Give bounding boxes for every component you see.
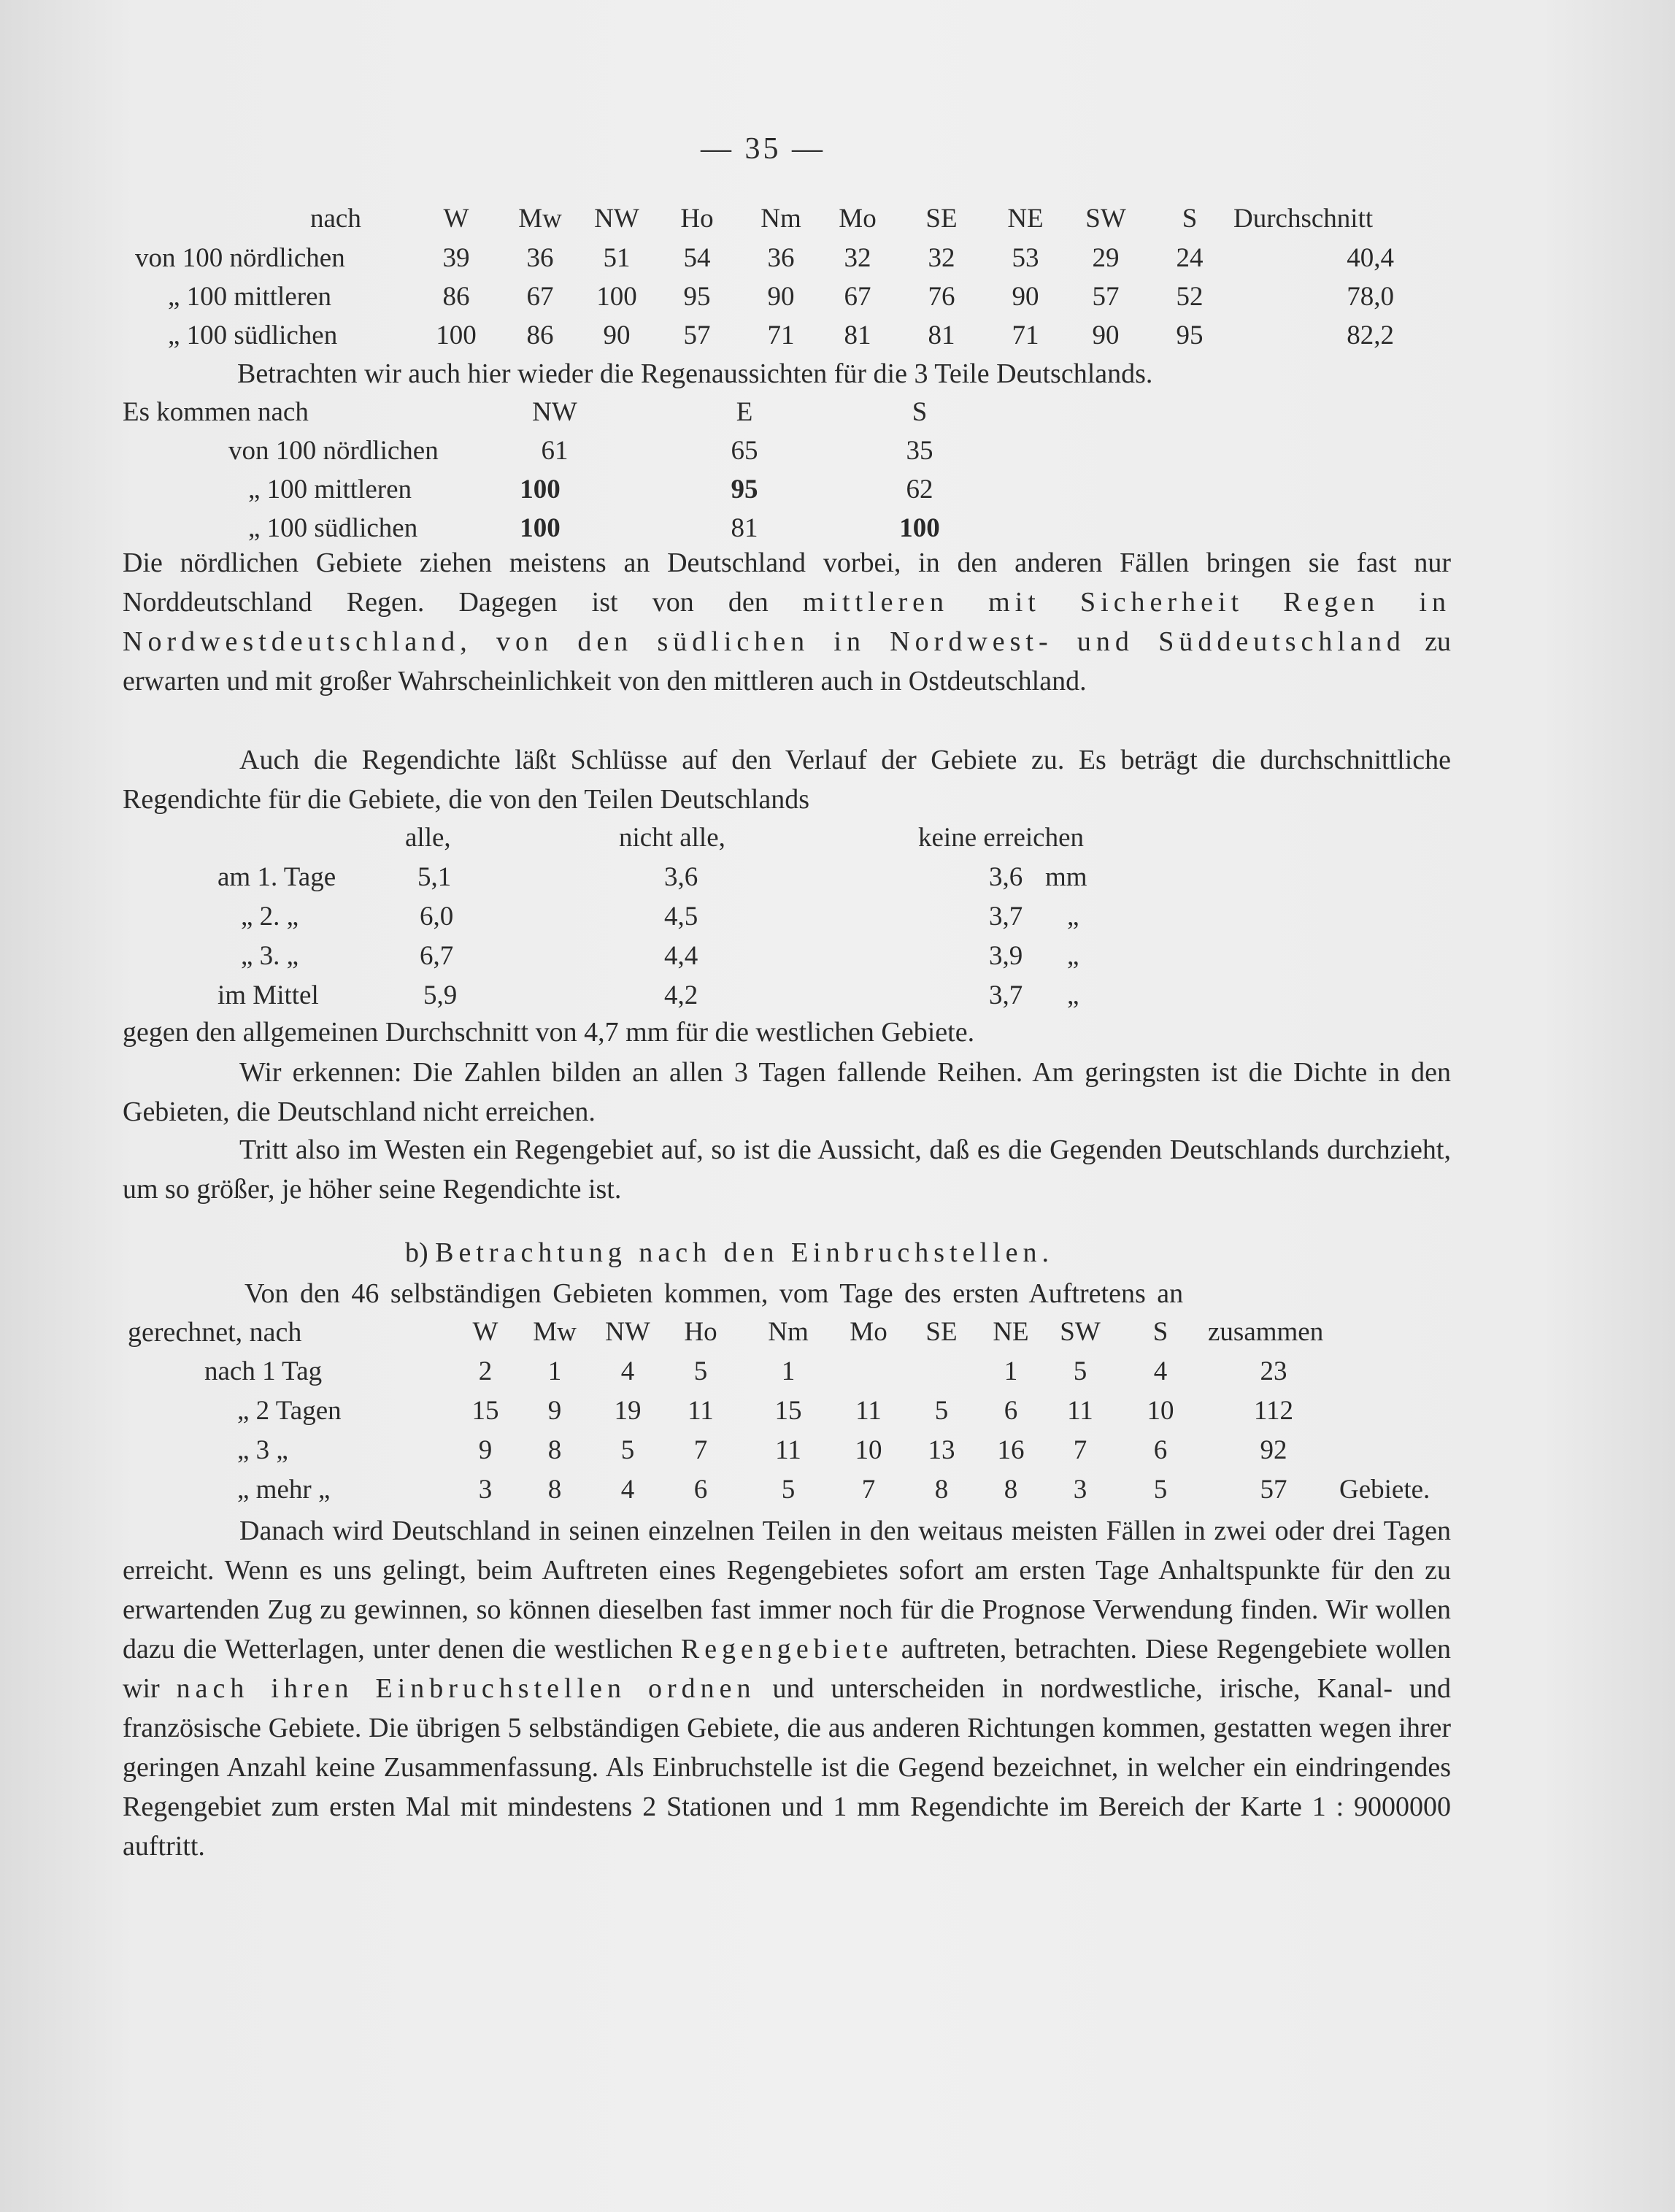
table-3-cell: 3,6 [664,862,698,892]
table-1-col: Mo [839,204,877,234]
table-1-cell: 67 [526,282,554,312]
table-4-sum: 92 [1260,1435,1287,1465]
table-1-col: SE [925,204,958,234]
table-4-cell: 10 [1147,1396,1174,1426]
paragraph: gerechnet, nach [128,1317,302,1348]
paragraph-text: Die nördlichen Gebiete ziehen meistens an Deutschland vorbei, in den anderen Fällen bringen sie fast nur Norddeutschland Regen. Dagegen ist von den [123,548,1451,618]
table-row [0,1356,1675,1389]
table-4-cell: 13 [928,1435,955,1465]
table-3-unit: „ [1067,902,1079,932]
table-4-cell: 4 [620,1475,635,1505]
table-3-cell: 3,6 [989,862,1023,892]
table-1-cell: 90 [603,320,631,350]
table-1-cell: 100 [596,282,637,312]
table-3-unit: „ [1067,941,1079,971]
table-1-cell: 90 [1092,320,1120,350]
table-1-cell: 32 [928,243,955,273]
table-4-cell: 8 [1004,1475,1018,1505]
table-2-cell: 95 [731,475,758,504]
table-3-col: alle, [405,823,451,853]
table-2-row-label: „ 100 südlichen [248,513,418,543]
table-1-cell: 71 [1012,320,1039,350]
table-row [0,281,1675,315]
table-4-col: W [472,1317,498,1347]
emphasis-text: nach ihren Einbruchstellen ordnen [176,1673,756,1704]
paragraph: Von den 46 selbständigen Gebieten kommen, vom Tage des ersten Auftretens an [244,1278,1184,1309]
paragraph-text: zu erwarten und mit großer Wahrscheinlichkeit von den mittleren auch in Ostdeutschland. [123,626,1451,696]
table-2-cell: 35 [906,436,933,466]
table-3-cell: 3,7 [989,980,1023,1010]
table-4-cell: 8 [934,1475,949,1505]
table-3-cell: 4,5 [664,902,698,932]
paragraph [123,1511,1451,1866]
table-2-cell: 65 [731,436,758,466]
table-4-cell: 5 [620,1435,635,1465]
table-2-header [0,396,1675,430]
table-3-row-label: im Mittel [217,980,319,1010]
table-4-col: SE [925,1317,958,1347]
table-row [0,901,1675,934]
table-3-header [0,822,1675,856]
table-3-cell: 3,7 [989,902,1023,932]
table-2-row-label: Es kommen nach [123,397,309,427]
table-4-sum: 112 [1253,1396,1294,1426]
table-3-col: keine erreichen [918,823,1084,853]
table-1-cell: 86 [526,320,554,350]
table-4-cell: 5 [934,1396,949,1426]
table-1-cell: 24 [1176,243,1204,273]
table-2-cell: 100 [899,513,940,543]
table-3-cell: 4,2 [664,980,698,1010]
paragraph-text: auftreten, betrachten. Diese Regengebiete wollen wir [123,1634,1451,1704]
table-4-cell: 5 [1073,1356,1087,1386]
table-row [0,512,1675,546]
table-4-cell: 8 [547,1475,562,1505]
table-1-avg: 82,2 [1347,320,1394,350]
table-1-cell: 32 [844,243,871,273]
table-4-col: Ho [684,1317,717,1347]
table-1-cell: 36 [767,243,795,273]
paragraph-text: und unterscheiden in nordwestliche, irische, Kanal- und französische Gebiete. Die übrigen 5 selbständigen Gebiete, die aus anderen Richtungen kommen, gestatten wegen ihrer geringen Anzahl keine Zusammenfassung. Als Einbruchstelle ist die Gegend bezeichnet, in welcher ein eindringendes Regengebiet zum ersten Mal mit mindestens 2 Stationen und 1 mm Regendichte im Bereich der Karte 1 : 9000000 auftritt. [123,1673,1451,1862]
table-4-cell: 5 [693,1356,708,1386]
table-4-cell: 11 [688,1396,714,1426]
table-3-unit: „ [1067,980,1079,1010]
table-2-col: NW [532,397,577,427]
table-1-cell: 53 [1012,243,1039,273]
table-1-cell: 67 [844,282,871,312]
table-4-cell: 1 [781,1356,796,1386]
table-4-cell: 15 [471,1396,499,1426]
table-4-cell: 9 [547,1396,562,1426]
table-1-col: NW [594,204,639,234]
table-1-row-label: „ 100 südlichen [168,320,338,350]
table-4-col: S [1152,1317,1168,1347]
table-1-avg: 40,4 [1347,243,1394,273]
table-4-cell: 19 [614,1396,642,1426]
table-4-col: NW [605,1317,650,1347]
table-3-cell: 4,4 [664,941,698,971]
table-4-col: Mo [850,1317,887,1347]
table-2-cell: 62 [906,475,933,504]
table-2-cell: 100 [520,513,561,543]
table-4-cell: 6 [693,1475,708,1505]
table-3-unit: mm [1045,862,1087,892]
table-4-cell: 5 [1153,1475,1168,1505]
table-1-row-label: „ 100 mittleren [168,282,331,312]
paragraph-text: Danach wird Deutschland in seinen einzelnen Teilen in den weitaus meisten Fällen in zwei oder drei Tagen erreicht. Wenn es uns gelingt, beim Auftreten eines Regengebietes sofort am ersten Tage Anhaltspunkte für den zu erwartenden Zug zu gewinnen, so können dieselben fast immer noch für die Prognose Verwendung finden. Wir wollen dazu die Wetterlagen, unter denen die westlichen [123,1516,1451,1664]
table-1-header [0,203,1675,237]
emphasis-text: mittleren mit Sicherheit Regen in Nordwestdeutschland, von den südlichen in Nordwest- und Süddeutschland [123,587,1451,657]
table-4-cell: 11 [775,1435,801,1465]
table-2-row-label: von 100 nördlichen [228,436,439,466]
table-4-cell: 10 [855,1435,882,1465]
table-row [0,940,1675,974]
table-3-cell: 5,9 [423,980,458,1010]
table-4-cell: 8 [547,1435,562,1465]
table-4-cell: 6 [1004,1396,1018,1426]
table-row [0,474,1675,507]
table-1-col: Mw [518,204,562,234]
table-4-cell: 7 [861,1475,876,1505]
table-4-col: Nm [768,1317,809,1347]
paragraph [123,1053,1451,1132]
table-4-row-label: „ mehr „ [237,1475,331,1505]
table-1-cell: 76 [928,282,955,312]
paragraph-text: Auch die Regendichte läßt Schlüsse auf den Verlauf der Gebiete zu. Es beträgt die durchschnittliche Regendichte für die Gebiete, die von den Teilen Deutschlands [123,745,1451,815]
table-3-cell: 3,9 [989,941,1023,971]
paragraph: Betrachten wir auch hier wieder die Regenaussichten für die 3 Teile Deutschlands. [237,358,1153,389]
table-3-row-label: am 1. Tage [217,862,336,892]
table-1-cell: 39 [442,243,470,273]
table-1-cell: 81 [844,320,871,350]
paragraph [123,1130,1451,1209]
table-1-col: Nm [761,204,801,234]
table-row [0,861,1675,895]
table-4-cell: 1 [1004,1356,1018,1386]
page-number: — 35 — [701,132,825,166]
table-1-col: NE [1007,204,1044,234]
table-4-cell: 11 [1067,1396,1093,1426]
table-1-col: S [1182,204,1198,234]
table-4-col-sum: zusammen [1208,1317,1324,1347]
table-3-cell: 6,0 [420,902,454,932]
table-1-row-label: von 100 nördlichen [135,243,345,273]
table-4-cell: 3 [478,1475,493,1505]
table-4-cell: 4 [620,1356,635,1386]
paragraph: gegen den allgemeinen Durchschnitt von 4,7 mm für die westlichen Gebiete. [123,1017,975,1048]
table-2-cell: 81 [731,513,758,543]
table-4-row-label: „ 2 Tagen [237,1396,342,1426]
table-3-col: nicht alle, [619,823,725,853]
section-heading-prefix: b) [405,1237,436,1268]
table-3-row-label: „ 3. „ [241,941,299,971]
table-1-cell: 81 [928,320,955,350]
table-1-cell: 100 [436,320,477,350]
table-1-cell: 57 [683,320,711,350]
table-4-cell: 15 [774,1396,802,1426]
section-heading-text: Betrachtung nach den Einbruchstellen. [435,1237,1054,1268]
table-row [0,1435,1675,1468]
table-2-cell: 61 [541,436,569,466]
table-1-cell: 86 [442,282,470,312]
table-1-cell: 95 [1176,320,1204,350]
table-4-cell: 5 [781,1475,796,1505]
table-4-cell: 3 [1073,1475,1087,1505]
paragraph [123,543,1451,701]
paragraph-text: Wir erkennen: Die Zahlen bilden an allen 3 Tagen fallende Reihen. Am geringsten ist die Dichte in den Gebieten, die Deutschland nicht erreichen. [123,1057,1451,1127]
table-row [0,320,1675,353]
table-1-cell: 29 [1092,243,1120,273]
table-4-cell: 6 [1153,1435,1168,1465]
table-4-cell: 7 [1073,1435,1087,1465]
table-4-col: SW [1060,1317,1101,1347]
table-3-row-label: „ 2. „ [241,902,299,932]
table-row [0,1395,1675,1429]
table-4-sum: 23 [1260,1356,1287,1386]
table-1-col-avg: Durchschnitt [1233,204,1374,234]
table-4-col: Mw [533,1317,577,1347]
table-row [0,242,1675,276]
table-1-cell: 52 [1176,282,1204,312]
table-4-suffix: Gebiete. [1339,1475,1431,1505]
table-4-header [0,1316,1675,1350]
table-4-cell: 4 [1153,1356,1168,1386]
table-1-cell: 90 [1012,282,1039,312]
table-2-cell: 100 [520,475,561,504]
table-1-avg: 78,0 [1347,282,1394,312]
table-4-row-label: „ 3 „ [237,1435,288,1465]
table-1-col: SW [1085,204,1126,234]
table-row [0,435,1675,469]
table-row [0,1474,1675,1508]
table-4-col: NE [993,1317,1029,1347]
table-2-col: E [736,397,753,427]
table-2-row-label: „ 100 mittleren [248,475,412,504]
table-1-cell: 95 [683,282,711,312]
table-row [0,980,1675,1013]
table-1-col: Ho [680,204,714,234]
table-1-cell: 36 [526,243,554,273]
table-4-cell: 2 [478,1356,493,1386]
paragraph [123,740,1451,819]
table-1-col: W [443,204,469,234]
paragraph-text: Tritt also im Westen ein Regengebiet auf, so ist die Aussicht, daß es die Gegenden Deutschlands durchzieht, um so größer, je höher seine Regendichte ist. [123,1134,1451,1205]
table-1-cell: 51 [603,243,631,273]
table-4-sum: 57 [1260,1475,1287,1505]
table-1-cell: 71 [767,320,795,350]
table-2-col: S [912,397,928,427]
table-3-cell: 6,7 [420,941,454,971]
emphasis-text: Regengebiete [680,1634,893,1664]
table-1-cell: 54 [683,243,711,273]
table-4-cell: 7 [693,1435,708,1465]
table-3-cell: 5,1 [417,862,452,892]
table-4-cell: 16 [997,1435,1025,1465]
table-4-cell: 1 [547,1356,562,1386]
table-4-row-label: nach 1 Tag [204,1356,323,1386]
table-4-cell: 11 [855,1396,882,1426]
table-1-cell: 57 [1092,282,1120,312]
table-1-cell: 90 [767,282,795,312]
section-heading [405,1237,1054,1269]
table-1-row-label: nach [310,204,361,234]
table-4-cell: 9 [478,1435,493,1465]
